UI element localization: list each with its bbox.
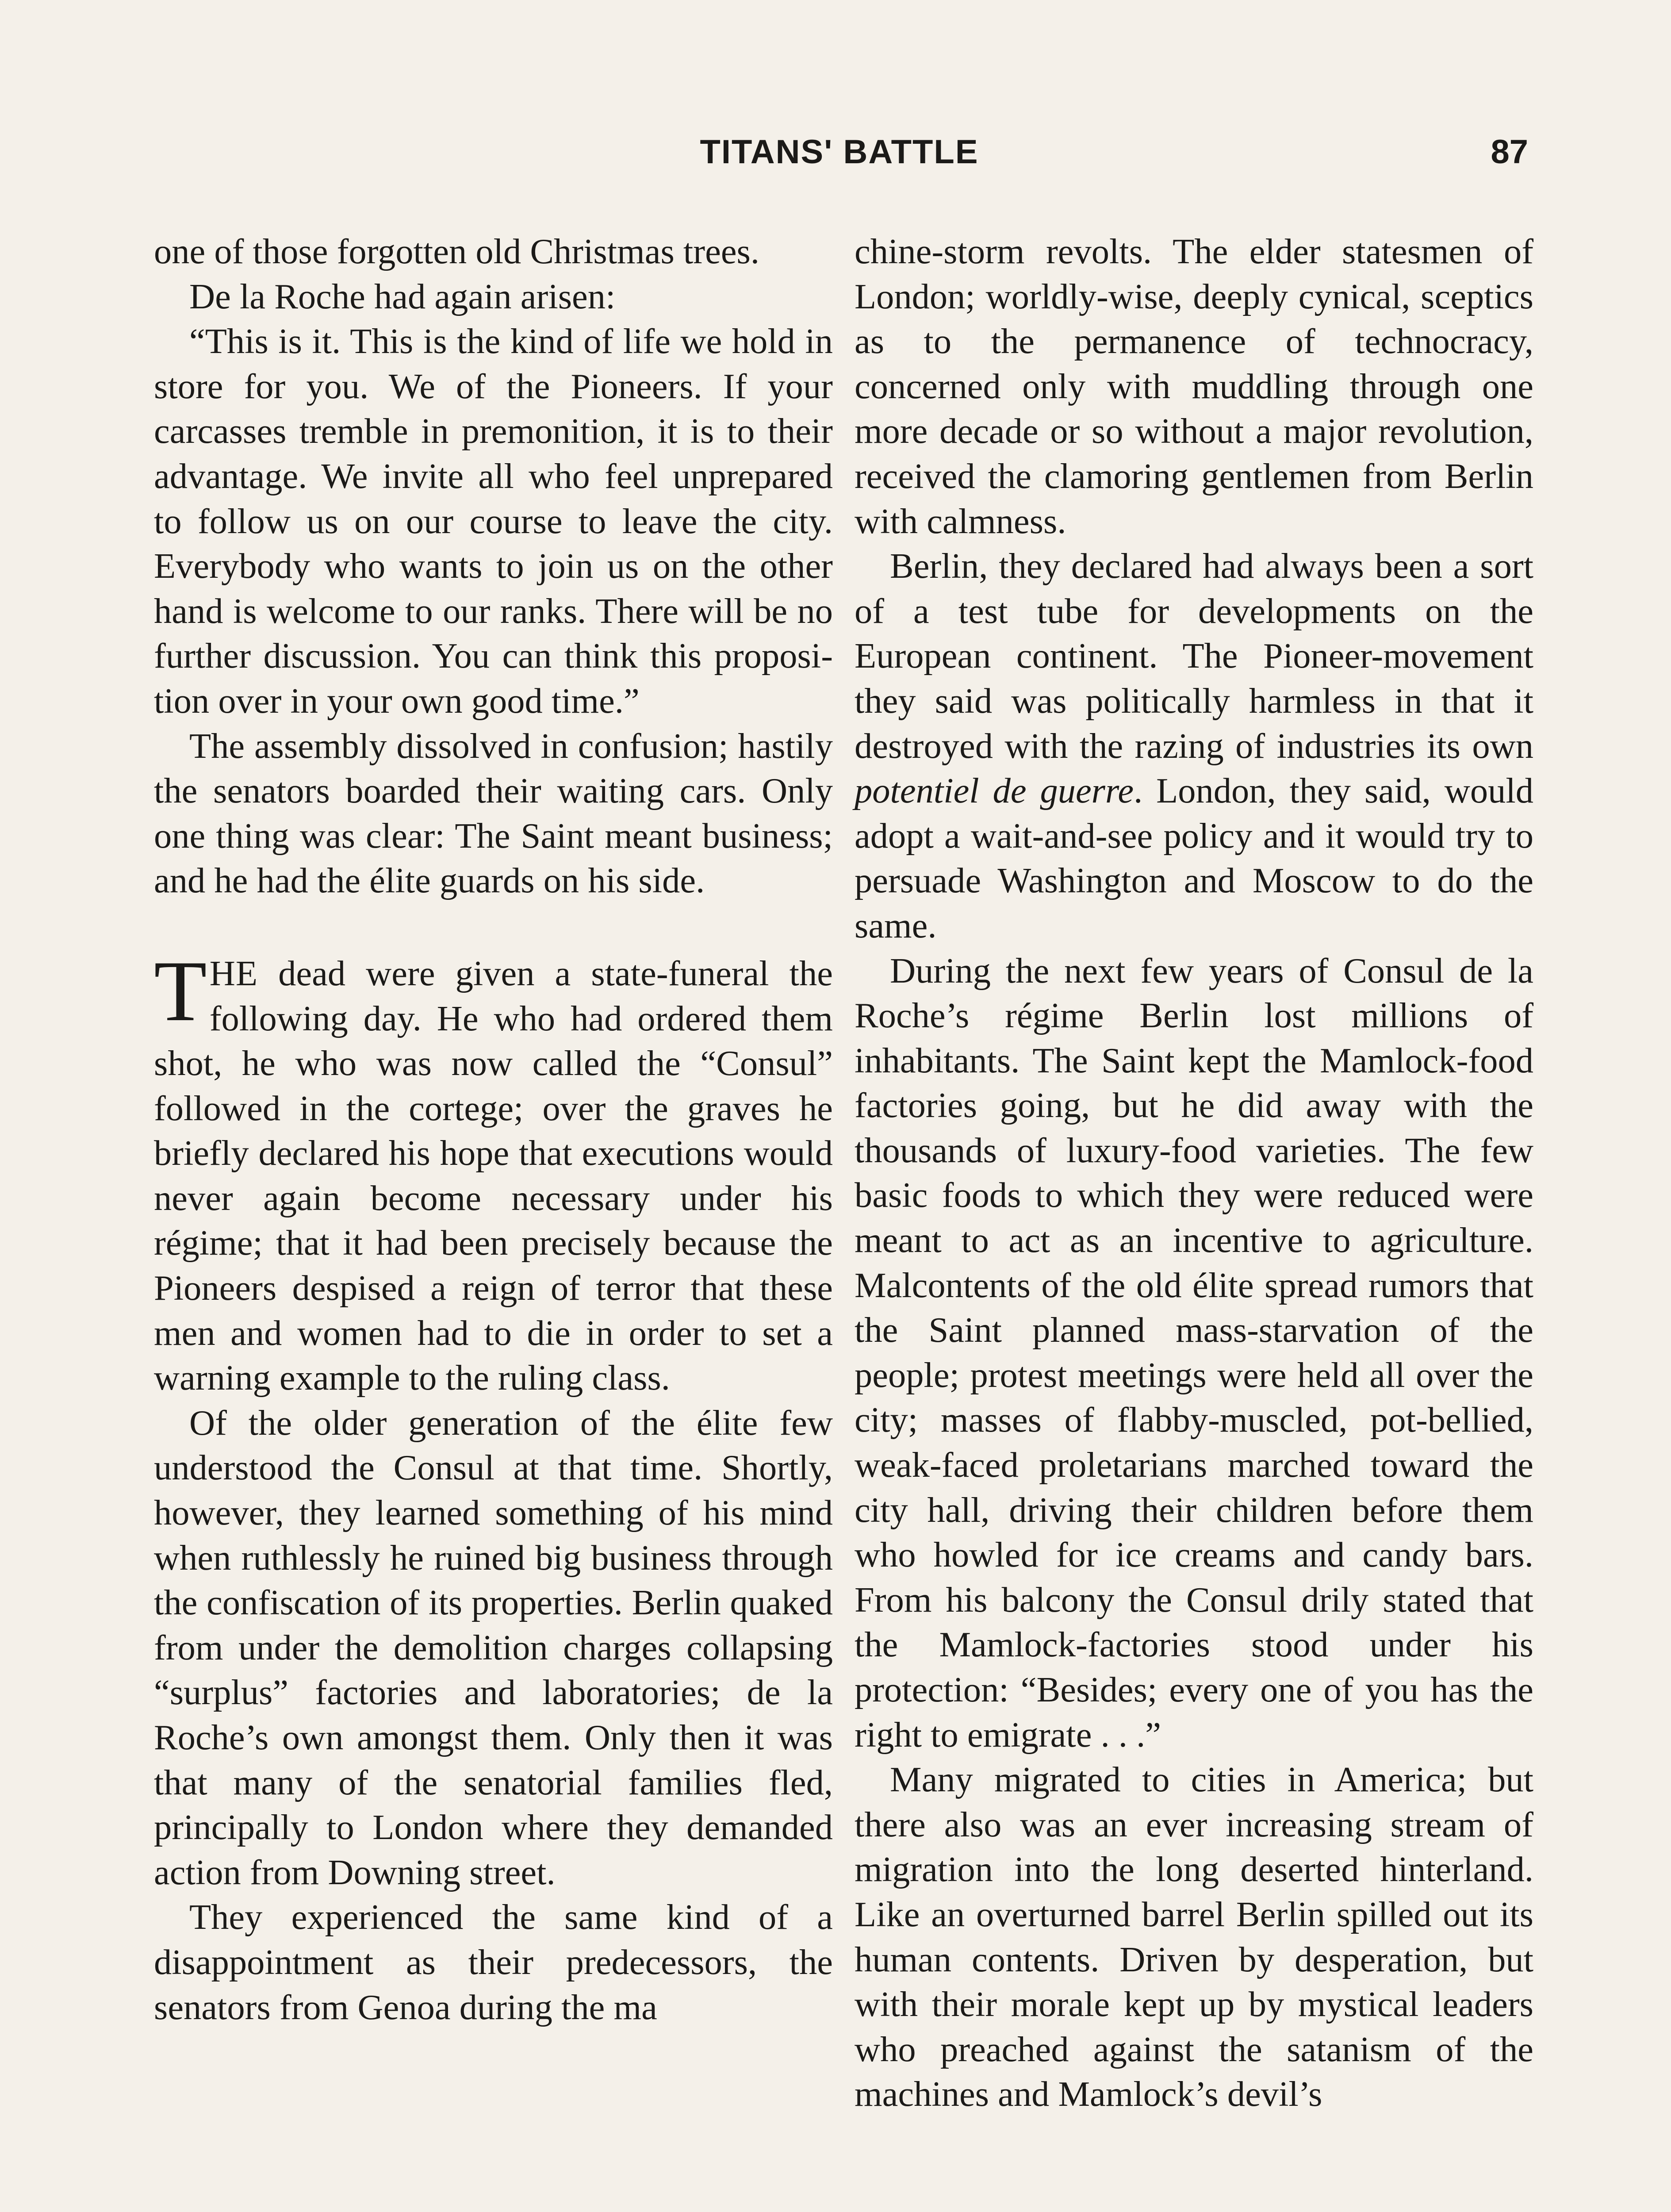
page-number: 87 bbox=[1491, 133, 1528, 171]
paragraph: Of the older generation of the élite few understood the Consul at that time. Shortly, however, they learned something of his mind when ruthlessly he ruined big business through the confiscation of its properties. Berlin quaked from under the demolition charges collapsing “surplus” factories and laboratories; de la Roche’s own amongst them. Only then it was that many of the senatorial families fled, principally to London where they demanded action from Downing street. bbox=[154, 1403, 833, 1892]
running-title: TITANS' BATTLE bbox=[700, 133, 979, 171]
paragraph-text: Berlin, they declared had always been a sort of a test tube for developments on the European continent. The Pioneer-movement they said was politically harmless in that it destroyed with the razing of industries its own bbox=[855, 546, 1533, 766]
section-lead-word: HE bbox=[209, 953, 258, 993]
paragraph: Many migrated to cities in America; but there also was an ever increasing stream of migration into the long deserted hinterland. Like an overturned barrel Berlin spilled out its human contents. Driven by desperation, but with their morale kept up by mystical leaders who preached against the satanism of the machines and Mamlock’s devil’s bbox=[855, 1760, 1533, 2114]
paragraph-continued: one of those forgotten old Christmas trees. bbox=[154, 232, 760, 271]
page-header bbox=[150, 133, 1528, 195]
paragraph: They experienced the same kind of a disappointment as their predecessors, the senators from Genoa during the ma bbox=[154, 1897, 833, 2027]
paragraph: During the next few years of Consul de la Roche’s régime Berlin lost millions of inhabitants. The Saint kept the Mamlock-food factories going, but he did away with the thousands of luxury-food varieties. The few basic foods to which they were reduced were meant to act as an incentive to agriculture. Malcontents of the old élite spread rumors that the Saint planned mass-starvation of the people; protest meetings were held all over the city; masses of flabby-muscled, pot-bellied, weak-faced proletarians marched toward the city hall, driving their children before them who howled for ice creams and candy bars. From his balcony the Consul drily stated that the Mamlock-factories stood under his protection: “Besides; every one of you has the right to emigrate . . .” bbox=[855, 951, 1533, 1755]
paragraph: The assembly dissolved in confusion; hastily the senators boarded their waiting cars. Only one thing was clear: The Saint meant business; and he had the élite guards on his side. bbox=[154, 726, 833, 901]
paragraph: De la Roche had again arisen: bbox=[189, 276, 616, 316]
paragraph-continued: chine-storm revolts. The elder statesmen of London; worldly-wise, deeply cynical, sceptics as to the permanence of technocracy, concerned only with muddling through one more decade or so without a major revolution, received the clamoring gentlemen from Berlin with calmness. bbox=[855, 232, 1533, 541]
paragraph bbox=[855, 544, 1533, 948]
paragraph-text: . London, they said, would adopt a wait-and-see policy and it would try to persuade Washington and Moscow to do the same. bbox=[855, 771, 1533, 945]
right-column bbox=[855, 229, 1533, 2117]
section-opening-text: dead were given a state-funeral the following day. He who had ordered them shot, he who was now called the “Consul” followed in the cortege; over the graves he briefly declared his hope that executions would never again become necessary under his régime; that it had been precisely because the Pioneers despised a reign of terror that these men and women had to die in order to set a warning example to the ruling class. bbox=[154, 953, 833, 1398]
left-column bbox=[154, 229, 833, 2030]
italic-phrase: potentiel de guerre bbox=[855, 771, 1134, 811]
drop-cap: T bbox=[154, 943, 207, 1039]
section-opening-paragraph bbox=[154, 943, 833, 1401]
paragraph-quote: “This is it. This is the kind of life we hold in store for you. We of the Pioneers. If your carcasses tremble in premonition, it is to their advantage. We invite all who feel unprepared to follow us on our course to leave the city. Everybody who wants to join us on the other hand is welcome to our ranks. There will be no further discussion. You can think this proposition over in your own good time.” bbox=[154, 322, 833, 721]
